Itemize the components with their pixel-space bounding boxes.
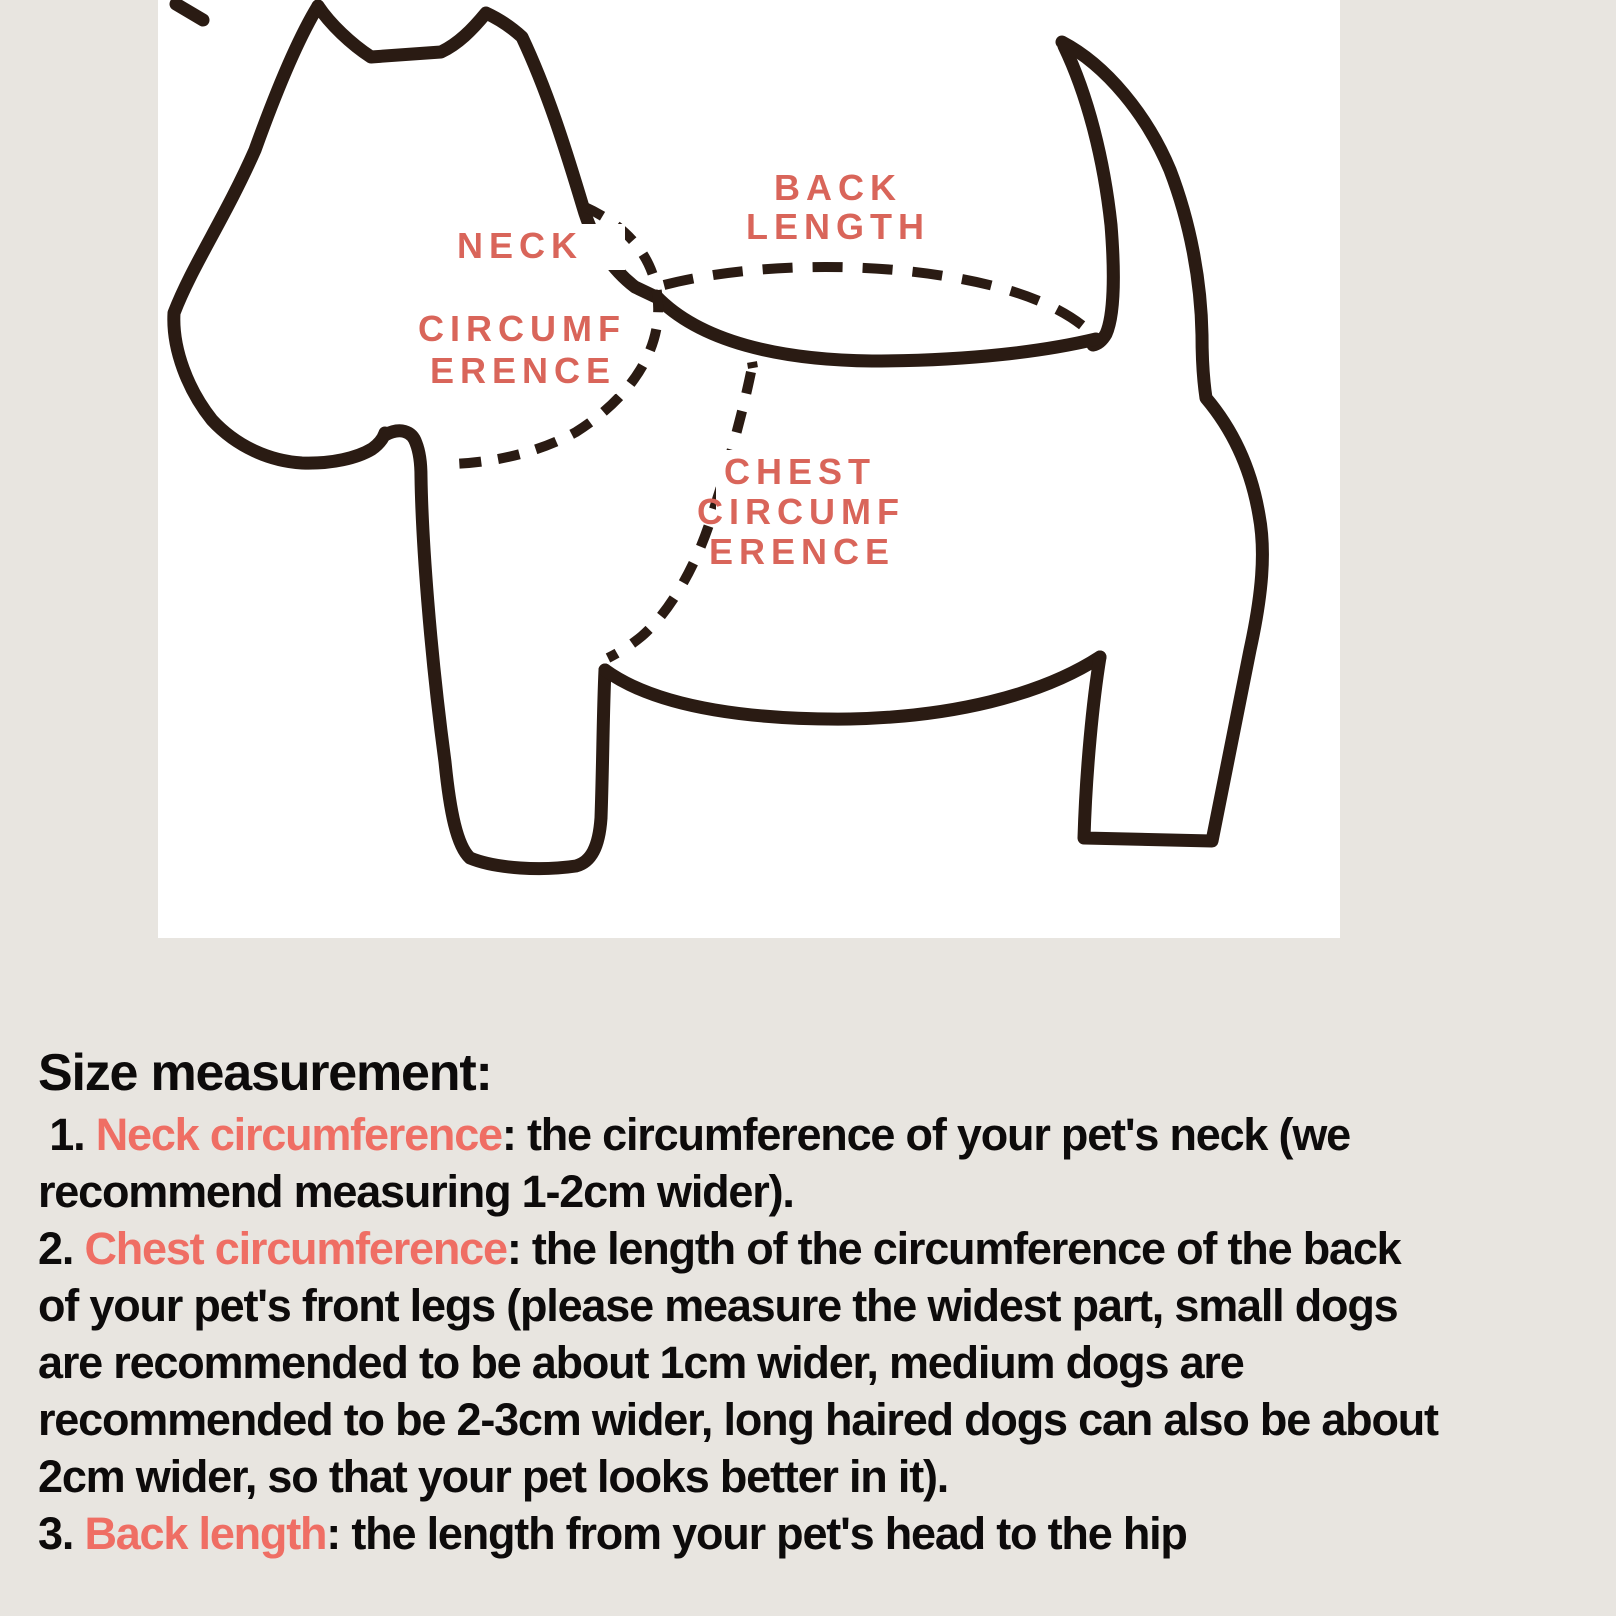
- instruction-line: [38, 1163, 1608, 1220]
- text-segment: recommend measuring 1-2cm wider).: [38, 1166, 794, 1217]
- instruction-line: [38, 1448, 1608, 1505]
- text-segment: : the length from your pet's head to the hip: [326, 1508, 1187, 1559]
- dog-belly-outline: [605, 657, 1100, 719]
- chest-label-line3: ERENCE: [708, 531, 896, 572]
- instruction-line: [38, 1334, 1608, 1391]
- back-label-line2: LENGTH: [746, 206, 930, 247]
- dog-measurement-diagram: [158, 0, 1340, 938]
- text-segment: recommended to be 2-3cm wider, long haired dogs can also be about: [38, 1394, 1438, 1445]
- back-measure-dashed-line: [664, 267, 1091, 333]
- text-segment: 3.: [38, 1508, 85, 1559]
- back-label-line1: BACK: [774, 167, 902, 208]
- neck-label-line3: ERENCE: [429, 350, 617, 391]
- instructions-title: [38, 1040, 1608, 1106]
- highlight-term: Neck circumference: [95, 1109, 502, 1160]
- text-segment: of your pet's front legs (please measure the widest part, small dogs: [38, 1280, 1398, 1331]
- chest-label-line1: CHEST: [723, 451, 877, 492]
- chest-measure-dot: [752, 362, 753, 368]
- highlight-term: Back length: [84, 1508, 327, 1559]
- measurement-diagram-panel: [158, 0, 1340, 938]
- instruction-line: [38, 1277, 1608, 1334]
- instruction-line: [38, 1106, 1608, 1163]
- neck-label-line1: NECK: [456, 225, 584, 266]
- clipped-corner-mark: [176, 4, 203, 20]
- instruction-line: [38, 1391, 1608, 1448]
- dog-chest-front-leg-outline: [385, 431, 605, 869]
- instruction-line: [38, 1220, 1608, 1277]
- dog-rear-leg-tail-outline: [1062, 42, 1262, 841]
- dog-back-line: [656, 296, 1096, 361]
- text-segment: are recommended to be about 1cm wider, medium dogs are: [38, 1337, 1244, 1388]
- text-segment: 2.: [38, 1223, 85, 1274]
- text-segment: 1.: [38, 1109, 96, 1160]
- text-segment: : the length of the circumference of the back: [506, 1223, 1401, 1274]
- text-segment: 2cm wider, so that your pet looks better in it).: [38, 1451, 949, 1502]
- chest-label-line2: CIRCUMF: [697, 491, 905, 532]
- size-measurement-instructions: [38, 1040, 1608, 1562]
- text-segment: Size measurement:: [38, 1044, 492, 1102]
- highlight-term: Chest circumference: [84, 1223, 507, 1274]
- dog-tail-inner-outline: [1064, 46, 1113, 345]
- instruction-line: [38, 1505, 1608, 1562]
- dog-face-muzzle-outline: [174, 6, 385, 463]
- text-segment: : the circumference of your pet's neck (we: [501, 1109, 1350, 1160]
- neck-label-line2: CIRCUMF: [418, 308, 626, 349]
